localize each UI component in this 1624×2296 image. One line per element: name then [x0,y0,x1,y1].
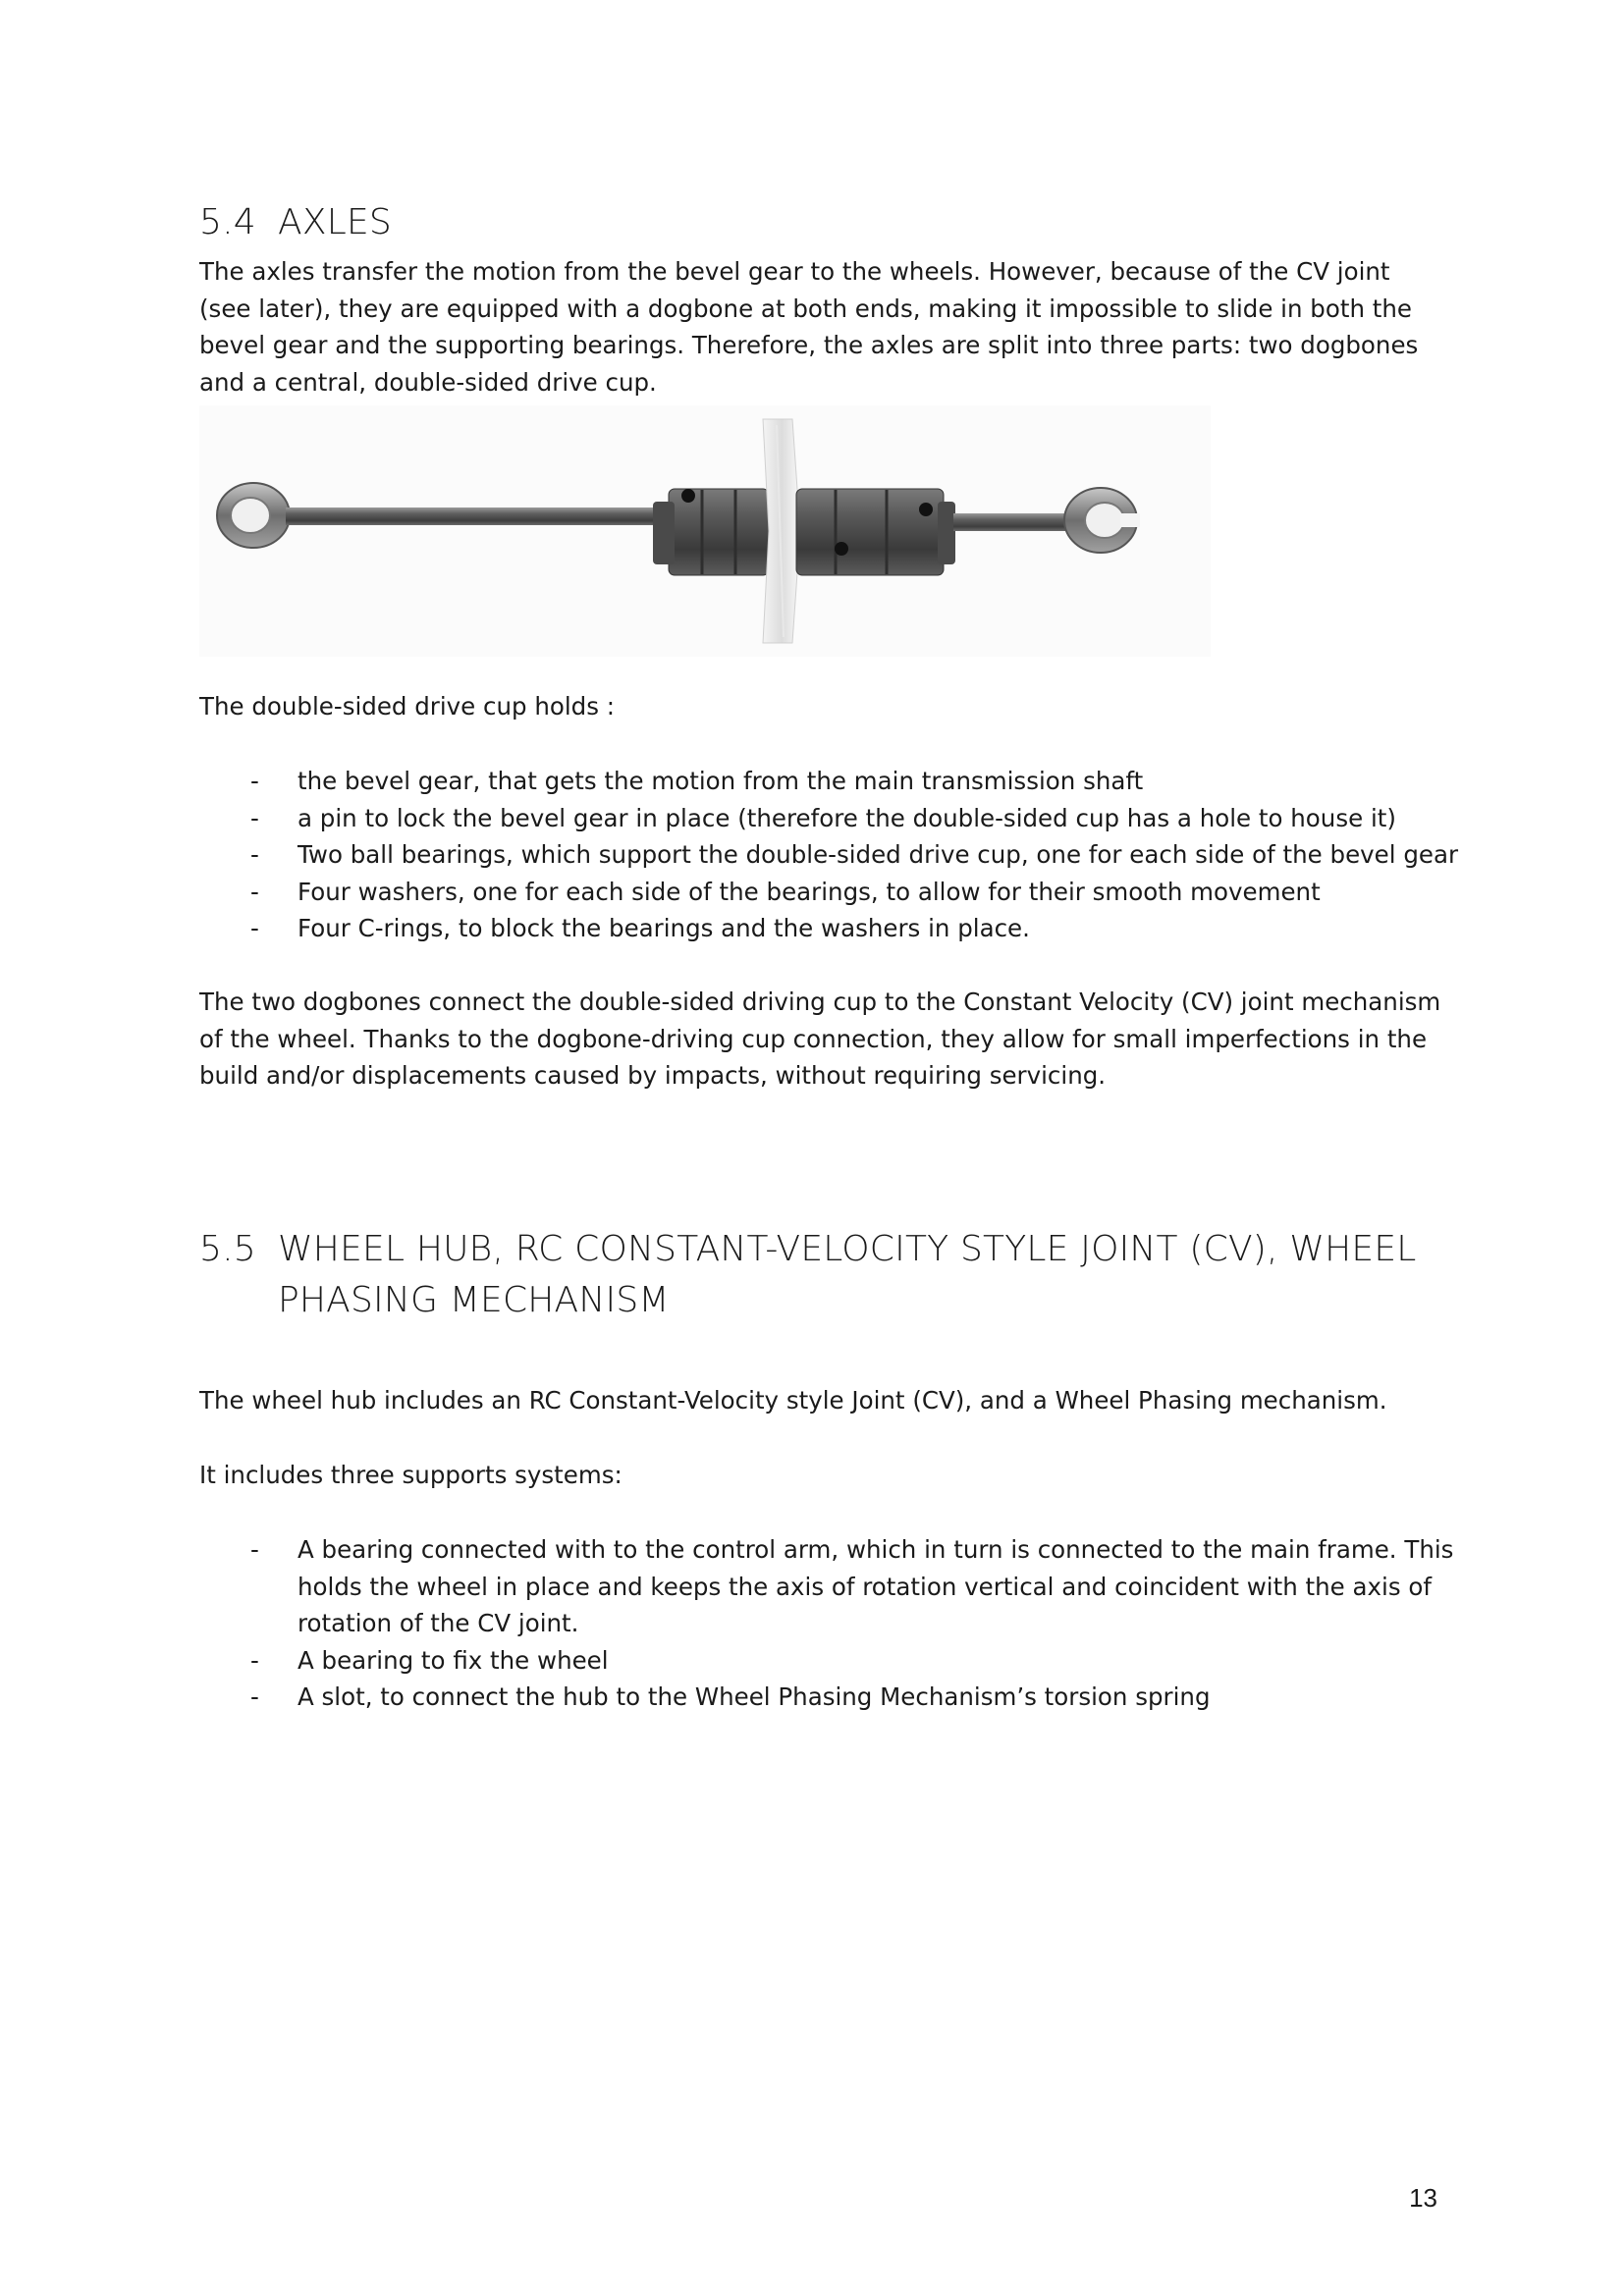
section-heading-5-5 [199,1224,1417,1326]
right-drive-cup [796,489,955,575]
page-number: 13 [1409,2183,1437,2213]
section-title: AXLES [278,202,392,242]
list-item: - a pin to lock the bevel gear in place (therefore the double-sided cup has a hole to house it) [199,800,1476,837]
list-item: - A bearing to fix the wheel [199,1642,1476,1680]
support-list [199,1531,1476,1716]
bullet-dash: - [250,1645,259,1675]
section-title-line2: PHASING MECHANISM [278,1280,670,1320]
drive-cup-lead: The double-sided drive cup holds : [199,692,616,721]
list-item: - the bevel gear, that gets the motion from the main transmission shaft [199,763,1476,800]
bullet-dash: - [250,1535,259,1564]
support-lead: It includes three supports systems: [199,1461,623,1489]
bullet-dash: - [250,803,259,832]
left-drive-cup [653,489,769,575]
bullet-dash: - [250,767,259,795]
list-item: - Four C-rings, to block the bearings and the washers in place. [199,910,1476,947]
bullet-dash: - [250,840,259,869]
list-item: - A slot, to connect the hub to the Wheel Phasing Mechanism’s torsion spring [199,1679,1476,1716]
drive-cup-list [199,763,1476,947]
bullet-dash: - [250,1682,259,1711]
list-item: - Two ball bearings, which support the double-sided drive cup, one for each side of the bevel gear [199,836,1476,874]
list-item: - A bearing connected with to the control arm, which in turn is connected to the main frame. This holds the wheel in place and keeps the axis of rotation vertical and coincident with the axis of rotation of the CV joint. [199,1531,1476,1642]
bullet-dash: - [250,877,259,906]
bullet-dash: - [250,914,259,942]
section-number: 5.5 [199,1229,256,1269]
dogbone-paragraph: The two dogbones connect the double-sided driving cup to the Constant Velocity (CV) joint mechanism of the wheel. Thanks to the dogbone-driving cup connection, they allow for small imperfections in the build and/or displacements caused by impacts, without requiring servicing. [199,988,1441,1090]
section-heading-5-4 [199,202,392,242]
bevel-gear [763,419,800,643]
list-item: - Four washers, one for each side of the bearings, to allow for their smooth movement [199,874,1476,911]
section-number: 5.4 [199,202,256,242]
section-title-line1: WHEEL HUB, RC CONSTANT-VELOCITY STYLE JOINT (CV), WHEEL [278,1229,1417,1269]
wheel-hub-intro: The wheel hub includes an RC Constant-Velocity style Joint (CV), and a Wheel Phasing mechanism. [199,1386,1387,1415]
axles-intro-paragraph: The axles transfer the motion from the bevel gear to the wheels. However, because of the CV joint (see later), they are equipped with a dogbone at both ends, making it impossible to slide in both the bevel gear and the supporting bearings. Therefore, the axles are split into three parts: two dogbones and a central, double-sided drive cup. [199,257,1419,397]
axle-assembly-image [199,405,1211,657]
